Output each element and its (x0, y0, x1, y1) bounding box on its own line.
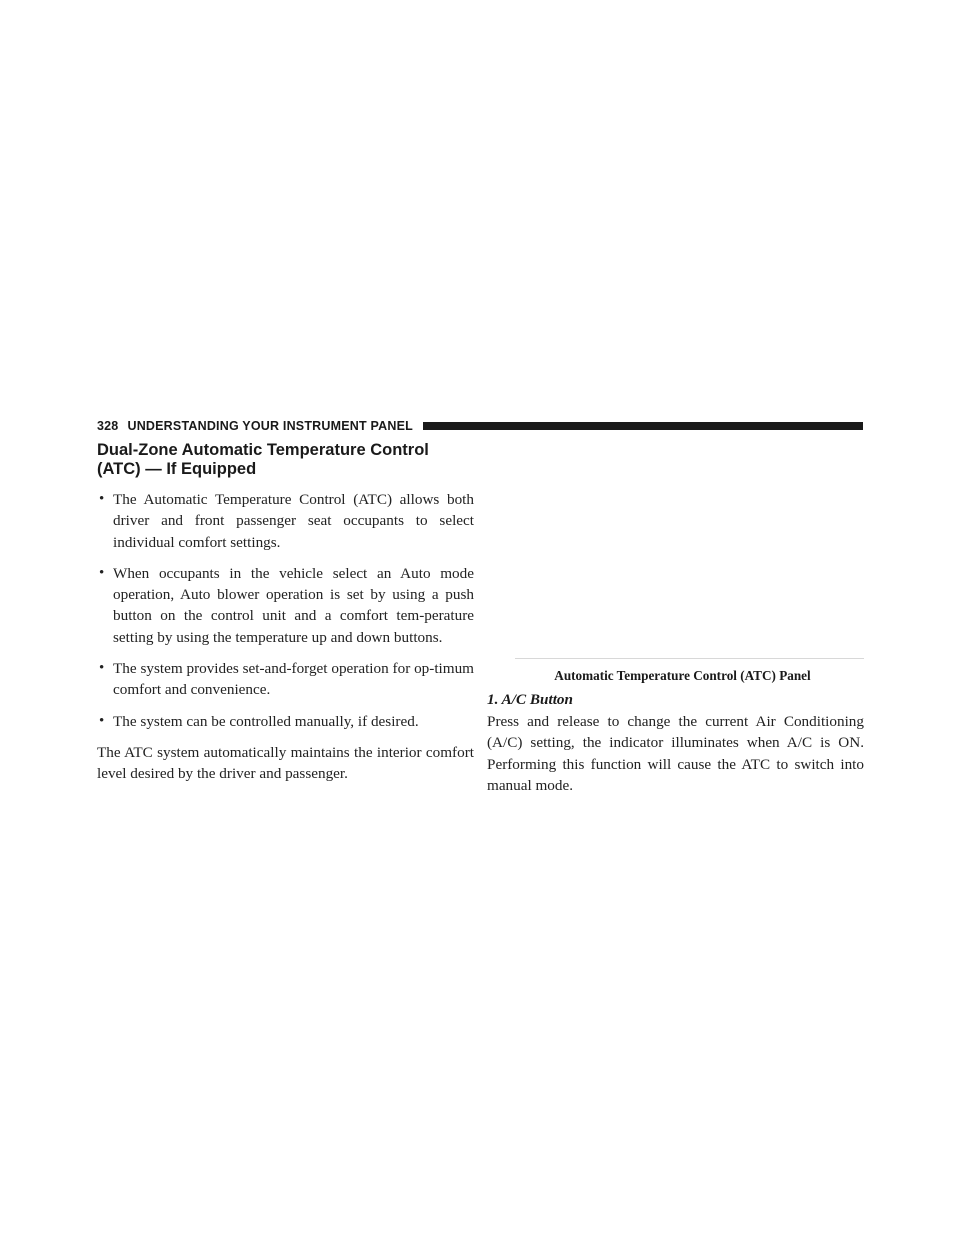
bullet-text: The system can be controlled manually, if desired. (113, 712, 419, 730)
bullet-text: The system provides set-and-forget operation for op-timum comfort and convenience. (113, 660, 474, 699)
bullet-icon: • (99, 491, 105, 507)
bullet-item (97, 658, 474, 701)
figure-rule (515, 658, 864, 659)
header-rule (423, 422, 863, 430)
bullet-icon: • (99, 564, 105, 581)
ac-button-heading: 1. A/C Button (487, 691, 573, 708)
figure-placeholder (487, 441, 864, 654)
section-name: UNDERSTANDING YOUR INSTRUMENT PANEL (127, 419, 413, 433)
bullet-icon: • (99, 712, 105, 729)
bullet-text: When occupants in the vehicle select an Auto mode operation, Auto blower operation is set by using a push button on the control unit and a comfort tem-perature setting by using the temperature up and down buttons. (113, 564, 474, 646)
bullet-icon: • (99, 660, 105, 677)
section-title-line-2: (ATC) — If Equipped (97, 460, 257, 478)
figure-caption: Automatic Temperature Control (ATC) Panel (554, 668, 811, 683)
bullet-text: The Automatic Temperature Control (ATC) allows both driver and front passenger seat occupants to select individual comfort settings. (113, 491, 474, 551)
right-column (487, 441, 864, 796)
page-number: 328 (97, 419, 119, 433)
running-header (97, 419, 863, 433)
section-title-line-1: Dual-Zone Automatic Temperature Control (97, 441, 429, 459)
bullet-item (97, 563, 474, 648)
left-column (97, 441, 474, 785)
ac-button-paragraph: Press and release to change the current Air Conditioning (A/C) setting, the indicator illuminates when A/C is ON. Performing this function will cause the ATC to switch into manual mode. (487, 713, 864, 794)
atc-paragraph: The ATC system automatically maintains the interior comfort level desired by the driver and passenger. (97, 743, 474, 783)
bullet-item (97, 489, 474, 553)
bullet-item (97, 711, 474, 732)
section-title (97, 441, 474, 479)
bullet-list (97, 489, 474, 732)
